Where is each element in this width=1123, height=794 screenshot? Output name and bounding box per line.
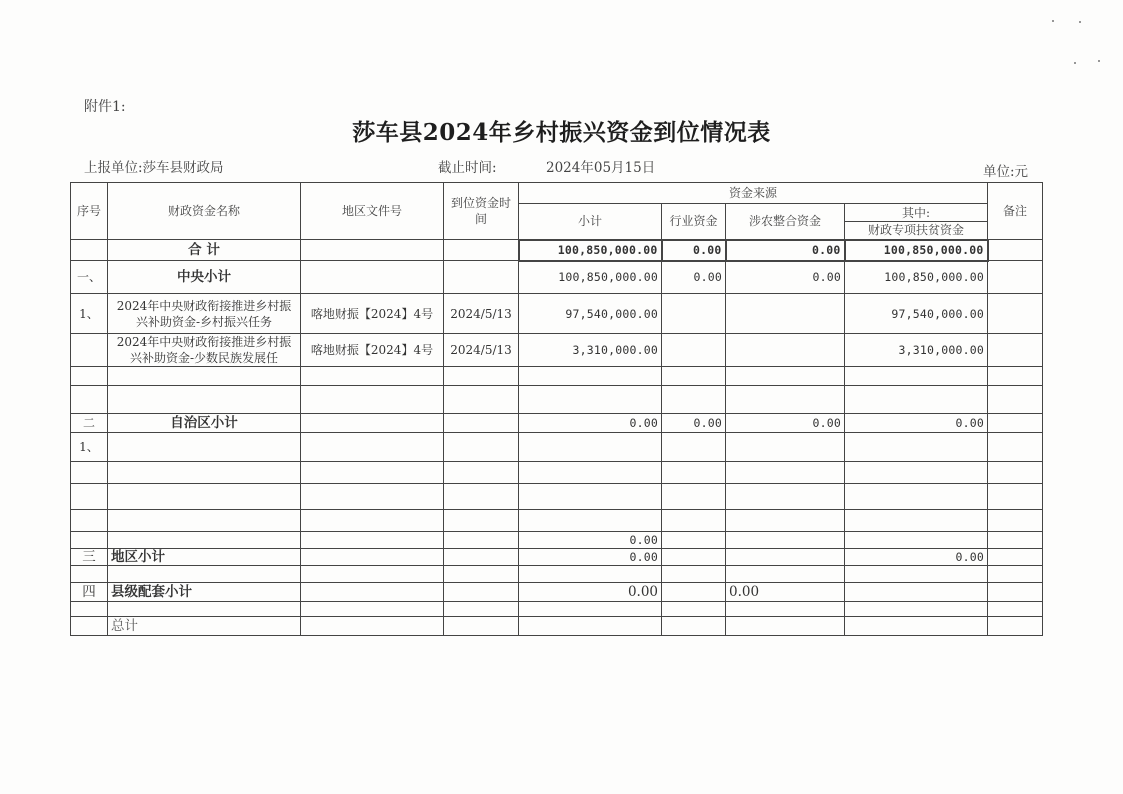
total-subtotal: 100,850,000.00 — [519, 240, 662, 261]
header-subtotal: 小计 — [519, 204, 662, 240]
table-row-region — [71, 414, 1043, 433]
table-row-central — [71, 261, 1043, 294]
table-row — [71, 433, 1043, 462]
reporting-unit: 上报单位:莎车县财政局 — [84, 160, 224, 176]
header-agri: 涉农整合资金 — [726, 204, 845, 240]
scan-speck — [1079, 21, 1081, 23]
area-label: 地区小计 — [108, 549, 301, 566]
scan-speck — [1074, 62, 1076, 64]
funding-table — [70, 182, 1043, 636]
table-row — [71, 334, 1043, 367]
area-special: 0.00 — [845, 549, 988, 566]
table-row-empty — [71, 462, 1043, 484]
item1-subtotal: 97,540,000.00 — [519, 294, 662, 334]
item1-doc: 喀地财振【2024】4号 — [301, 294, 444, 334]
central-label: 中央小计 — [108, 261, 301, 294]
header-name: 财政资金名称 — [108, 183, 301, 240]
header-row — [71, 183, 1043, 204]
central-industry: 0.00 — [662, 261, 726, 294]
page-title: 莎车县2024年乡村振兴资金到位情况表 — [352, 119, 771, 146]
table-row-empty — [71, 367, 1043, 386]
header-seq: 序号 — [71, 183, 108, 240]
item2-subtotal: 3,310,000.00 — [519, 334, 662, 367]
attachment-label: 附件1: — [84, 99, 126, 115]
table-row-empty — [71, 566, 1043, 583]
table-row-total — [71, 240, 1043, 261]
deadline-value: 2024年05月15日 — [546, 160, 656, 176]
county-subtotal: 0.00 — [519, 583, 662, 602]
region-agri: 0.00 — [726, 414, 845, 433]
table-row-empty — [71, 484, 1043, 510]
region-industry: 0.00 — [662, 414, 726, 433]
item2-time: 2024/5/13 — [444, 334, 519, 367]
total-agri: 0.00 — [726, 240, 845, 261]
item1-name: 2024年中央财政衔接推进乡村振兴补助资金-乡村振兴任务 — [108, 294, 301, 334]
header-special: 财政专项扶贫资金 — [845, 222, 988, 240]
region-item-seq: 1、 — [71, 433, 108, 462]
region-label: 自治区小计 — [108, 414, 301, 433]
region-extra-subtotal: 0.00 — [519, 532, 662, 549]
item1-seq: 1、 — [71, 294, 108, 334]
central-agri: 0.00 — [726, 261, 845, 294]
header-remark: 备注 — [988, 183, 1043, 240]
table-row — [71, 532, 1043, 549]
item1-time: 2024/5/13 — [444, 294, 519, 334]
deadline-label: 截止时间: — [438, 160, 497, 176]
table-row-area — [71, 549, 1043, 566]
area-subtotal: 0.00 — [519, 549, 662, 566]
central-subtotal: 100,850,000.00 — [519, 261, 662, 294]
header-source: 资金来源 — [519, 183, 988, 204]
scan-speck — [1098, 60, 1100, 62]
region-seq: 二 — [71, 414, 108, 433]
item2-doc: 喀地财振【2024】4号 — [301, 334, 444, 367]
header-time: 到位资金时间 — [444, 183, 519, 240]
region-subtotal: 0.00 — [519, 414, 662, 433]
region-special: 0.00 — [845, 414, 988, 433]
header-of-which: 其中: — [845, 204, 988, 222]
county-seq: 四 — [71, 583, 108, 602]
header-doc: 地区文件号 — [301, 183, 444, 240]
item2-special: 3,310,000.00 — [845, 334, 988, 367]
scan-speck — [1052, 20, 1054, 22]
table-row-grand-total — [71, 617, 1043, 636]
county-agri: 0.00 — [726, 583, 845, 602]
table-row-empty — [71, 510, 1043, 532]
total-label: 合 计 — [108, 240, 301, 261]
table-row-county — [71, 583, 1043, 602]
total-special: 100,850,000.00 — [845, 240, 988, 261]
total-industry: 0.00 — [662, 240, 726, 261]
central-seq: 一、 — [71, 261, 108, 294]
county-label: 县级配套小计 — [108, 583, 301, 602]
table-row-empty — [71, 602, 1043, 617]
table-row-empty — [71, 386, 1043, 414]
item1-special: 97,540,000.00 — [845, 294, 988, 334]
item2-name: 2024年中央财政衔接推进乡村振兴补助资金-少数民族发展任 — [108, 334, 301, 367]
grand-total-label: 总计 — [108, 617, 301, 636]
header-industry: 行业资金 — [662, 204, 726, 240]
table-row — [71, 294, 1043, 334]
unit-label: 单位:元 — [983, 164, 1029, 180]
area-seq: 三 — [71, 549, 108, 566]
central-special: 100,850,000.00 — [845, 261, 988, 294]
